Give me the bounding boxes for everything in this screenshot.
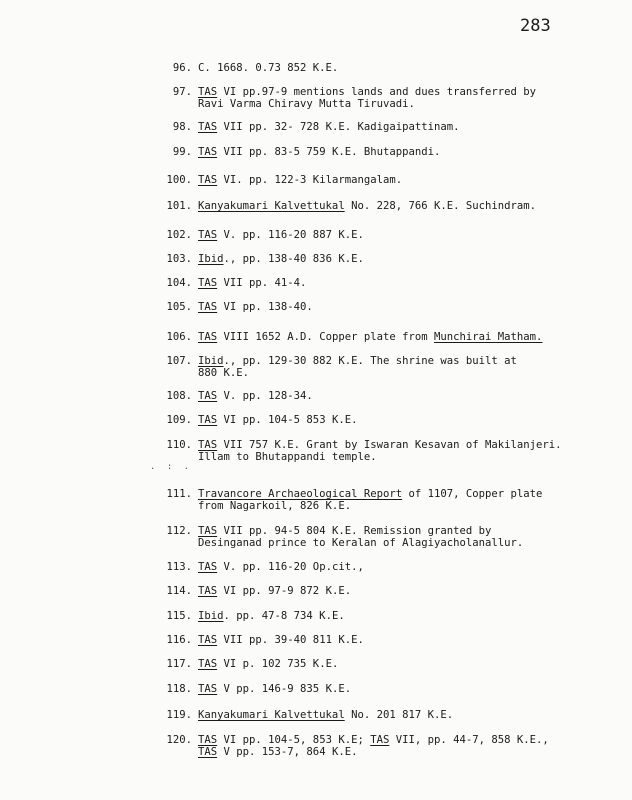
- underlined-citation: TAS: [198, 390, 218, 402]
- footnote-number: 111.: [166, 488, 192, 500]
- underlined-citation: TAS: [198, 86, 218, 98]
- stray-marks: . : .: [150, 462, 193, 472]
- footnote-number: 108.: [166, 390, 192, 402]
- footnote-text: [198, 414, 357, 426]
- underlined-citation: TAS: [198, 561, 218, 573]
- citation-text: VI p. 102 735 K.E.: [217, 658, 339, 670]
- underlined-citation: TAS: [198, 746, 218, 758]
- footnote-text: [198, 658, 338, 670]
- footnote-text: [198, 277, 306, 289]
- footnote-text: [198, 62, 338, 74]
- footnote-text: [198, 634, 364, 646]
- underlined-citation: TAS: [198, 331, 218, 343]
- underlined-citation: TAS: [198, 525, 218, 537]
- citation-text: V pp. 153-7, 864 K.E.: [217, 746, 358, 758]
- footnote-number: 101.: [166, 200, 192, 212]
- underlined-citation: Kanyakumari Kalvettukal: [198, 709, 345, 721]
- footnote-number: 98.: [172, 121, 192, 133]
- footnote-number: 118.: [166, 683, 192, 695]
- citation-text: . pp. 47-8 734 K.E.: [223, 610, 345, 622]
- footnote-number: 113.: [166, 561, 192, 573]
- citation-text: VI pp. 104-5, 853 K.E;: [217, 734, 371, 746]
- footnote-text: [198, 253, 364, 265]
- citation-text: of 1107, Copper plate: [402, 488, 543, 500]
- citation-text: VI pp. 97-9 872 K.E.: [217, 585, 352, 597]
- underlined-citation: Ibid: [198, 253, 224, 265]
- citation-text: from Nagarkoil, 826 K.E.: [198, 500, 352, 512]
- footnote-text: [198, 146, 440, 158]
- underlined-citation: TAS: [198, 634, 218, 646]
- footnote-number: 107.: [166, 355, 192, 367]
- footnote-number: 102.: [166, 229, 192, 241]
- citation-text: V pp. 146-9 835 K.E.: [217, 683, 352, 695]
- footnote-number: 97.: [172, 86, 192, 98]
- citation-text: ., pp. 138-40 836 K.E.: [223, 253, 364, 265]
- footnote-text: [198, 355, 517, 379]
- citation-text: Desinganad prince to Keralan of Alagiyacholanallur.: [198, 537, 524, 549]
- citation-text: Ravi Varma Chiravy Mutta Tiruvadi.: [198, 98, 415, 110]
- underlined-citation: TAS: [198, 174, 218, 186]
- footnote-text: [198, 331, 542, 343]
- page-number: 283: [520, 16, 551, 36]
- underlined-citation: TAS: [198, 301, 218, 313]
- footnote-number: 99.: [172, 146, 192, 158]
- citation-text: V. pp. 116-20 Op.cit.,: [217, 561, 364, 573]
- citation-text: VI pp.97-9 mentions lands and dues transferred by: [217, 86, 537, 98]
- citation-text: VI. pp. 122-3 Kilarmangalam.: [217, 174, 403, 186]
- footnote-number: 110.: [166, 439, 192, 451]
- footnote-text: [198, 683, 351, 695]
- underlined-citation: TAS: [198, 585, 218, 597]
- citation-text: VII, pp. 44-7, 858 K.E.,: [389, 734, 549, 746]
- underlined-citation: Travancore Archaeological Report: [198, 488, 403, 500]
- underlined-citation: Kanyakumari Kalvettukal: [198, 200, 345, 212]
- citation-text: V. pp. 116-20 887 K.E.: [217, 229, 364, 241]
- citation-text: VII pp. 39-40 811 K.E.: [217, 634, 364, 646]
- underlined-citation: TAS: [198, 734, 218, 746]
- citation-text: Illam to Bhutappandi temple.: [198, 451, 377, 463]
- underlined-citation: TAS: [198, 439, 218, 451]
- footnote-number: 120.: [166, 734, 192, 746]
- footnote-number: 103.: [166, 253, 192, 265]
- footnote-number: 106.: [166, 331, 192, 343]
- footnote-number: 104.: [166, 277, 192, 289]
- citation-text: VII pp. 41-4.: [217, 277, 307, 289]
- underlined-citation: TAS: [370, 734, 390, 746]
- footnote-text: [198, 174, 402, 186]
- footnote-number: 117.: [166, 658, 192, 670]
- citation-text: VIII 1652 A.D. Copper plate from: [217, 331, 434, 343]
- underlined-citation: Ibid: [198, 355, 224, 367]
- footnote-text: [198, 488, 542, 512]
- citation-text: VII pp. 83-5 759 K.E. Bhutappandi.: [217, 146, 441, 158]
- footnote-text: [198, 200, 536, 212]
- citation-text: VI pp. 104-5 853 K.E.: [217, 414, 358, 426]
- footnote-text: [198, 585, 351, 597]
- citation-text: 880 K.E.: [198, 367, 250, 379]
- footnote-text: [198, 734, 549, 758]
- footnote-number: 105.: [166, 301, 192, 313]
- citation-text: No. 228, 766 K.E. Suchindram.: [344, 200, 537, 212]
- footnote-text: [198, 390, 313, 402]
- citation-text: V. pp. 128-34.: [217, 390, 313, 402]
- underlined-citation: TAS: [198, 121, 218, 133]
- underlined-citation: TAS: [198, 683, 218, 695]
- citation-text: VII pp. 94-5 804 K.E. Remission granted by: [217, 525, 492, 537]
- footnote-number: 115.: [166, 610, 192, 622]
- footnote-text: [198, 709, 453, 721]
- citation-text: ., pp. 129-30 882 K.E. The shrine was built at: [223, 355, 517, 367]
- footnote-number: 96.: [172, 62, 192, 74]
- citation-text: No. 201 817 K.E.: [344, 709, 454, 721]
- footnote-text: [198, 561, 364, 573]
- citation-text: C. 1668. 0.73 852 K.E.: [198, 62, 339, 74]
- footnote-number: 109.: [166, 414, 192, 426]
- footnote-number: 114.: [166, 585, 192, 597]
- footnote-text: [198, 301, 313, 313]
- underlined-citation: Munchirai Matham.: [434, 331, 543, 343]
- footnote-text: [198, 229, 364, 241]
- footnote-number: 112.: [166, 525, 192, 537]
- footnote-text: [198, 121, 460, 133]
- citation-text: VI pp. 138-40.: [217, 301, 313, 313]
- underlined-citation: TAS: [198, 146, 218, 158]
- citation-text: VII pp. 32- 728 K.E. Kadigaipattinam.: [217, 121, 460, 133]
- footnote-number: 100.: [166, 174, 192, 186]
- footnote-text: [198, 86, 536, 110]
- underlined-citation: TAS: [198, 414, 218, 426]
- footnote-text: [198, 525, 523, 549]
- citation-text: VII 757 K.E. Grant by Iswaran Kesavan of Makilanjeri.: [217, 439, 562, 451]
- underlined-citation: TAS: [198, 658, 218, 670]
- underlined-citation: TAS: [198, 229, 218, 241]
- footnote-number: 119.: [166, 709, 192, 721]
- footnote-text: [198, 610, 345, 622]
- underlined-citation: TAS: [198, 277, 218, 289]
- footnote-text: [198, 439, 562, 463]
- underlined-citation: Ibid: [198, 610, 224, 622]
- footnote-number: 116.: [166, 634, 192, 646]
